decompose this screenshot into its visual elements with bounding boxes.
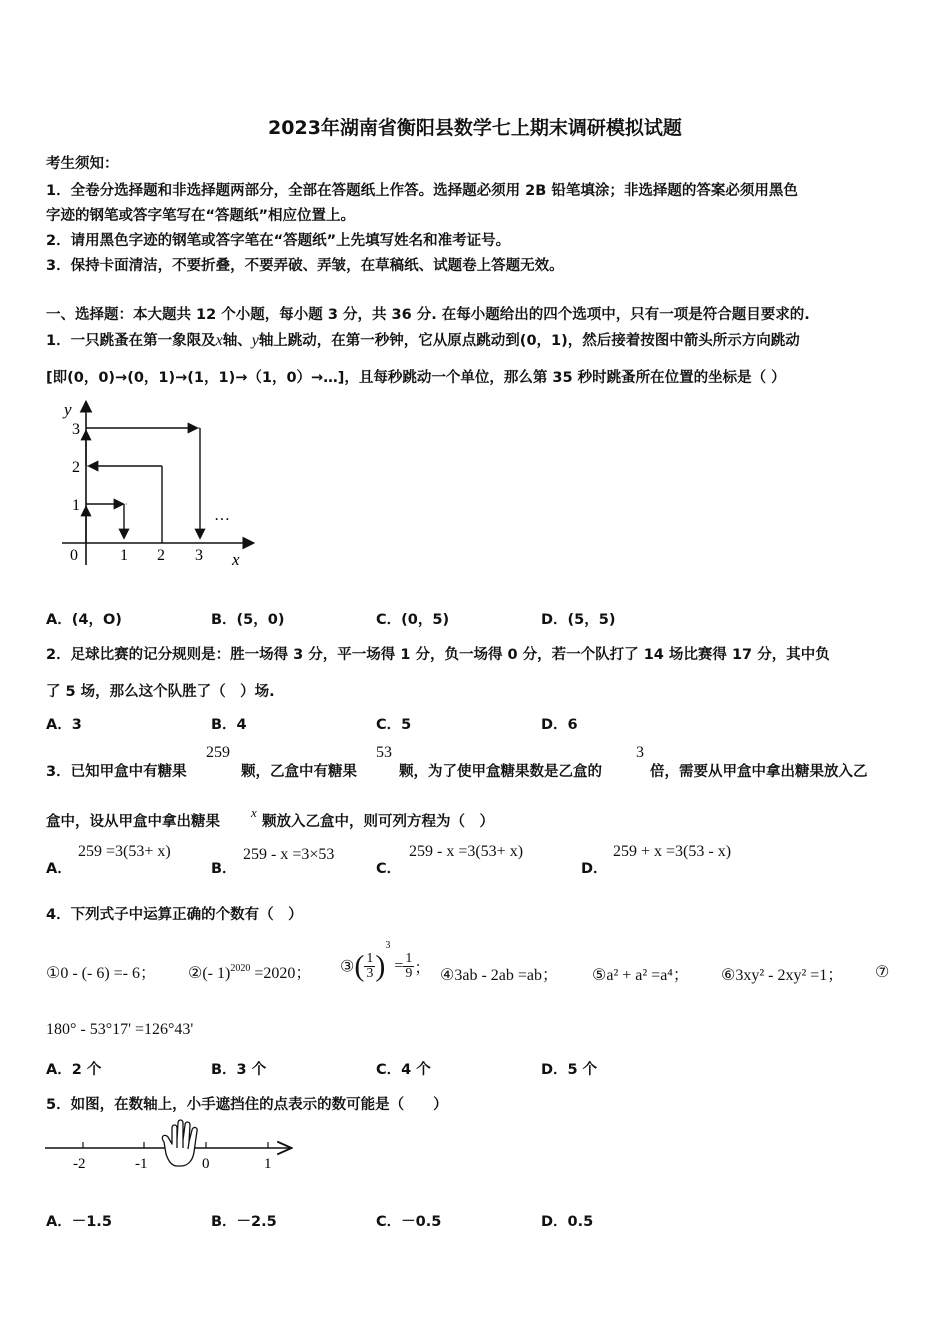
q3-variable-x: x bbox=[251, 805, 257, 820]
q2-option-c[interactable]: C．5 bbox=[376, 717, 412, 733]
axis-label: 0 bbox=[202, 1156, 210, 1172]
q5-option-b[interactable]: B．－2.5 bbox=[211, 1214, 277, 1230]
axis-label: 1 bbox=[264, 1156, 272, 1172]
fraction-one-third: $\frac{1}{3}$ bbox=[366, 950, 374, 981]
q4-option-a[interactable]: A．2 个 bbox=[46, 1062, 102, 1078]
y-tick-label: 2 bbox=[72, 459, 80, 476]
question-2-line-2: 了 5 场，那么这个队胜了（ ）场. bbox=[46, 684, 275, 700]
q5-option-c[interactable]: C．－0.5 bbox=[376, 1214, 442, 1230]
q2-option-b[interactable]: B．4 bbox=[211, 717, 247, 733]
q3-number-3: 3 bbox=[636, 744, 644, 761]
q5-option-a[interactable]: A．－1.5 bbox=[46, 1214, 112, 1230]
notice-item-1-line-1: 1．全卷分选择题和非选择题两部分，全部在答题纸上作答。选择题必须用 2B 铅笔填涂；非选择题的答案必须用黑色 bbox=[46, 183, 798, 199]
section-heading: 一、选择题：本大题共 12 个小题，每小题 3 分，共 36 分. 在每小题给出的四个选项中，只有一项是符合题目要求的. bbox=[46, 307, 810, 323]
q4-expression-7-label: ⑦ bbox=[875, 964, 890, 981]
q1-option-b[interactable]: B．(5，0) bbox=[211, 612, 285, 628]
q3-option-b-label[interactable]: B． bbox=[211, 861, 237, 877]
q3-option-d-equation[interactable]: 259 + x =3(53 - x) bbox=[613, 843, 732, 860]
axis-label: -2 bbox=[73, 1156, 86, 1172]
q3-option-a-label[interactable]: A． bbox=[46, 861, 72, 877]
hand-icon bbox=[162, 1120, 197, 1166]
x-axis-label: x bbox=[232, 550, 240, 569]
question-3-line-1-a: 3．已知甲盒中有糖果 bbox=[46, 764, 187, 780]
notice-item-3: 3．保持卡面清洁，不要折叠，不要弄破、弄皱，在草稿纸、试题卷上答题无效。 bbox=[46, 258, 564, 274]
q3-number-53: 53 bbox=[376, 744, 392, 761]
q3-option-a-equation[interactable]: 259 =3(53+ x) bbox=[78, 843, 171, 860]
q4-expression-6: ⑥3xy² - 2xy² =1； bbox=[721, 967, 844, 984]
question-3-line-1-b: 颗，乙盒中有糖果 bbox=[241, 764, 357, 780]
q3-option-d-label[interactable]: D． bbox=[581, 861, 608, 877]
question-5-stem: 5．如图，在数轴上，小手遮挡住的点表示的数可能是（ ） bbox=[46, 1097, 448, 1113]
origin-label: 0 bbox=[70, 547, 78, 564]
question-3-line-2-b: 颗放入乙盒中，则可列方程为（ ） bbox=[262, 814, 494, 830]
question-1-graph bbox=[52, 395, 262, 575]
q3-option-b-equation[interactable]: 259 - x =3×53 bbox=[243, 846, 335, 863]
q1-option-d[interactable]: D．(5，5) bbox=[541, 612, 616, 628]
q4-option-b[interactable]: B．3 个 bbox=[211, 1062, 267, 1078]
question-4-stem: 4．下列式子中运算正确的个数有（ ） bbox=[46, 907, 303, 923]
notice-item-1-line-2: 字迹的钢笔或答字笔写在“答题纸”相应位置上。 bbox=[46, 208, 356, 224]
axis-label: -1 bbox=[135, 1156, 148, 1172]
notice-item-2: 2．请用黑色字迹的钢笔或答字笔在“答题纸”上先填写姓名和准考证号。 bbox=[46, 233, 511, 249]
q4-expression-3: ③( $\frac{1}{3}$ )$^3$ = $\frac{1}{9}$ ； bbox=[340, 940, 431, 983]
q3-option-c-label[interactable]: C． bbox=[376, 861, 402, 877]
notice-heading: 考生须知： bbox=[46, 156, 119, 172]
y-axis-label: y bbox=[64, 400, 72, 419]
x-tick-label: 1 bbox=[120, 547, 128, 564]
question-3-line-2-a: 盒中，设从甲盒中拿出糖果 bbox=[46, 814, 220, 830]
fraction-one-ninth: $\frac{1}{9}$ bbox=[405, 950, 413, 981]
q4-expression-1: ①0 - (- 6) =- 6； bbox=[46, 965, 157, 982]
q4-expression-4: ④3ab - 2ab =ab； bbox=[440, 967, 559, 984]
page-title: 2023年湖南省衡阳县数学七上期末调研模拟试题 bbox=[268, 117, 682, 139]
ellipsis-label: … bbox=[214, 507, 230, 524]
question-2-line-1: 2．足球比赛的记分规则是：胜一场得 3 分，平一场得 1 分，负一场得 0 分，若一个队打了 14 场比赛得 17 分，其中负 bbox=[46, 647, 830, 663]
q3-number-259: 259 bbox=[206, 744, 230, 761]
q4-expression-7: 180° - 53°17' =126°43' bbox=[46, 1021, 194, 1038]
q2-option-a[interactable]: A．3 bbox=[46, 717, 82, 733]
q4-expression-5: ⑤a² + a² =a⁴； bbox=[592, 967, 689, 984]
question-1-line-2: [即(0，0)→(0，1)→(1，1)→（1，0）→…]，且每秒跳动一个单位，那么第 35 秒时跳蚤所在位置的坐标是（ ） bbox=[46, 370, 786, 386]
q4-option-d[interactable]: D．5 个 bbox=[541, 1062, 598, 1078]
question-3-line-1-c: 颗，为了使甲盒糖果数是乙盒的 bbox=[399, 764, 602, 780]
x-tick-label: 2 bbox=[157, 547, 165, 564]
x-tick-label: 3 bbox=[195, 547, 203, 564]
q3-option-c-equation[interactable]: 259 - x =3(53+ x) bbox=[409, 843, 524, 860]
question-3-line-1-d: 倍，需要从甲盒中拿出糖果放入乙 bbox=[650, 764, 868, 780]
q4-option-c[interactable]: C．4 个 bbox=[376, 1062, 431, 1078]
y-tick-label: 1 bbox=[72, 497, 80, 514]
number-line-figure bbox=[40, 1118, 300, 1178]
q4-expression-2: ②(- 1)$^{2020}$ =2020； bbox=[188, 963, 312, 982]
y-tick-label: 3 bbox=[72, 421, 80, 438]
q1-option-a[interactable]: A．(4，O) bbox=[46, 612, 122, 628]
question-1-line-1: 1．一只跳蚤在第一象限及x轴、y轴上跳动，在第一秒钟，它从原点跳动到(0，1)，然后接着按图中箭头所示方向跳动 bbox=[46, 332, 800, 349]
q1-option-c[interactable]: C．(0，5) bbox=[376, 612, 450, 628]
q5-option-d[interactable]: D．0.5 bbox=[541, 1214, 594, 1230]
q2-option-d[interactable]: D．6 bbox=[541, 717, 578, 733]
